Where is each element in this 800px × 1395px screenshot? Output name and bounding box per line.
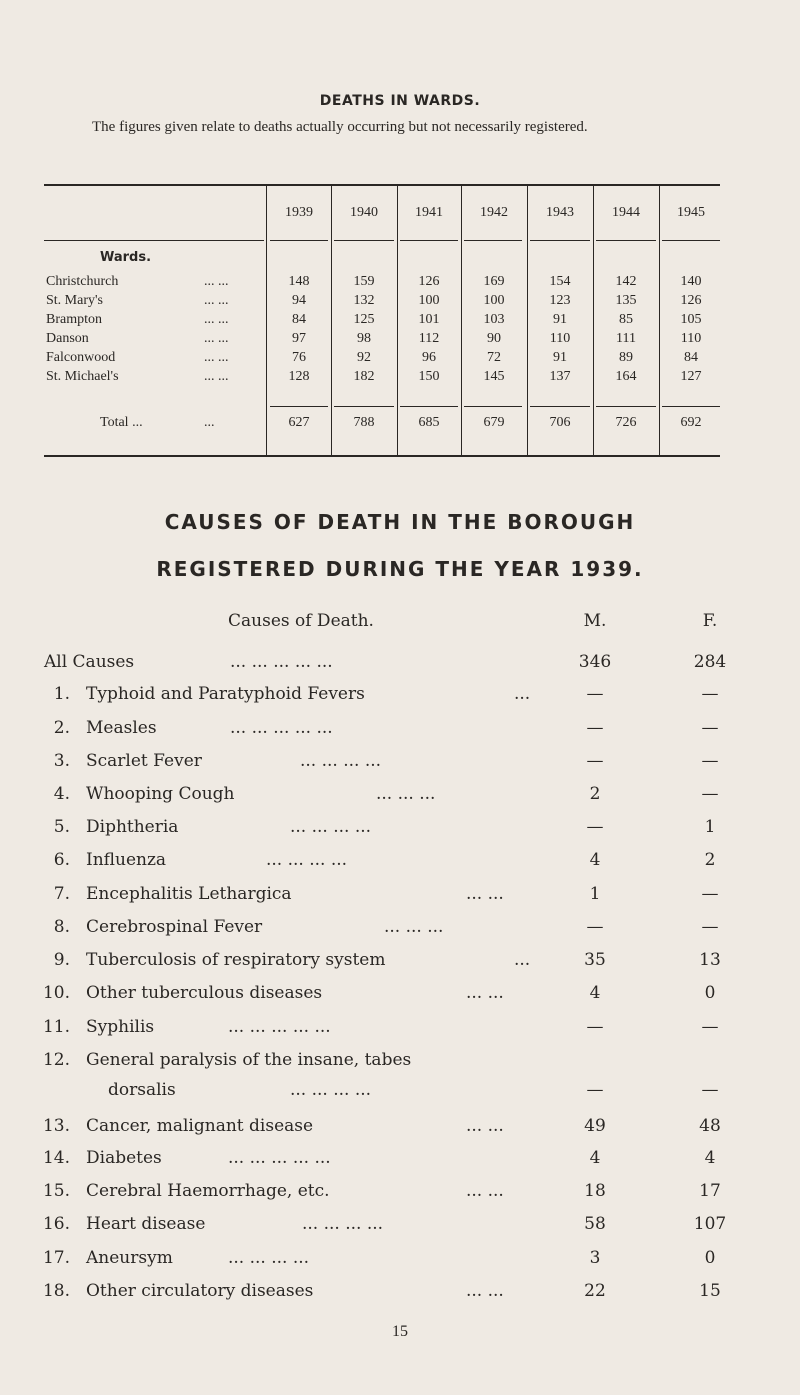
cause-name: Other circulatory diseases <box>86 1281 314 1301</box>
cause-number: 10. <box>42 983 70 1003</box>
cause-name: Cerebral Haemorrhage, etc. <box>86 1181 330 1201</box>
column-rule <box>331 186 332 455</box>
cause-name: Aneursym <box>86 1248 173 1268</box>
cause-male-count: 49 <box>584 1116 606 1136</box>
cause-female-count: — <box>701 917 719 937</box>
ward-cell: 94 <box>292 293 306 308</box>
ward-cell: 91 <box>553 312 567 327</box>
cause-number: 3. <box>53 751 70 771</box>
ward-leader-dots: ... ... <box>204 350 229 365</box>
total-rule <box>334 406 394 407</box>
header-rule <box>596 240 656 241</box>
header-rule <box>400 240 458 241</box>
cause-name: Typhoid and Paratyphoid Fevers <box>86 684 365 704</box>
ward-cell: 100 <box>483 293 505 308</box>
cause-male-count: — <box>586 917 604 937</box>
ward-cell: 135 <box>615 293 637 308</box>
ward-cell: 154 <box>549 274 571 289</box>
cause-male-count: 4 <box>589 850 601 870</box>
cause-male-count: 4 <box>589 1148 601 1168</box>
ward-cell: 110 <box>549 331 571 346</box>
cause-male-count: 58 <box>584 1214 606 1234</box>
ward-name: Danson <box>46 331 89 346</box>
causes-subtitle: REGISTERED DURING THE YEAR 1939. <box>156 557 644 581</box>
cause-female-count: 13 <box>699 950 721 970</box>
ward-cell: 137 <box>549 369 571 384</box>
cause-male-count: — <box>586 684 604 704</box>
cause-female-count: 17 <box>699 1181 721 1201</box>
ward-cell: 100 <box>418 293 440 308</box>
total-cell: 685 <box>418 415 440 430</box>
table-bottom-rule <box>44 455 720 457</box>
cause-male-count: — <box>586 751 604 771</box>
ward-cell: 76 <box>292 350 306 365</box>
ward-name: Brampton <box>46 312 102 327</box>
all-causes-dots: ... ... ... ... ... <box>230 652 333 672</box>
total-rule <box>662 406 720 407</box>
cause-male-count: — <box>586 1017 604 1037</box>
cause-male-count: 18 <box>584 1181 606 1201</box>
ward-cell: 92 <box>357 350 371 365</box>
cause-leader-dots: ... ... <box>466 1116 504 1136</box>
total-cell: 627 <box>288 415 310 430</box>
cause-male-count: 3 <box>589 1248 601 1268</box>
ward-cell: 84 <box>292 312 306 327</box>
cause-number: 14. <box>42 1148 70 1168</box>
cause-female-count: — <box>701 684 719 704</box>
total-cell: 679 <box>483 415 505 430</box>
cause-female-count: 4 <box>704 1148 716 1168</box>
total-rule <box>464 406 522 407</box>
ward-cell: 101 <box>418 312 440 327</box>
ward-cell: 150 <box>418 369 440 384</box>
total-rule <box>400 406 458 407</box>
ward-cell: 97 <box>292 331 306 346</box>
cause-name: General paralysis of the insane, tabes <box>86 1050 412 1070</box>
header-rule <box>270 240 328 241</box>
cause-name: Influenza <box>86 850 167 870</box>
ward-leader-dots: ... ... <box>204 312 229 327</box>
ward-leader-dots: ... ... <box>204 293 229 308</box>
cause-female-count: — <box>701 751 719 771</box>
ward-cell: 140 <box>680 274 702 289</box>
cause-male-count: 22 <box>584 1281 606 1301</box>
cause-number: 5. <box>53 817 70 837</box>
column-rule <box>659 186 660 455</box>
cause-number: 4. <box>53 784 70 804</box>
cause-female-count: 48 <box>699 1116 721 1136</box>
ward-name: St. Mary's <box>46 293 103 308</box>
ward-cell: 96 <box>422 350 436 365</box>
cause-number: 15. <box>42 1181 70 1201</box>
year-header: 1942 <box>480 205 508 220</box>
cause-name: Encephalitis Lethargica <box>86 884 292 904</box>
cause-number: 2. <box>53 718 70 738</box>
column-rule <box>593 186 594 455</box>
year-header: 1945 <box>677 205 705 220</box>
cause-male-count: — <box>586 718 604 738</box>
ward-cell: 110 <box>680 331 702 346</box>
ward-name: Christchurch <box>46 274 119 289</box>
total-rule <box>596 406 656 407</box>
cause-leader-dots: ... ... <box>466 983 504 1003</box>
cause-male-count: 2 <box>589 784 601 804</box>
cause-leader-dots: ... ... ... ... <box>266 850 348 870</box>
cause-female-count: — <box>701 718 719 738</box>
cause-leader-dots: ... ... ... ... ... <box>228 1017 331 1037</box>
cause-leader-dots: ... ... ... ... <box>300 751 382 771</box>
ward-cell: 182 <box>353 369 375 384</box>
table-top-rule <box>44 184 720 186</box>
cause-name: Heart disease <box>86 1214 206 1234</box>
cause-name-continued: dorsalis <box>108 1080 176 1100</box>
cause-number: 9. <box>53 950 70 970</box>
ward-cell: 98 <box>357 331 371 346</box>
ward-cell: 145 <box>483 369 505 384</box>
cause-female-count: — <box>701 884 719 904</box>
cause-female-count: — <box>701 1017 719 1037</box>
ward-cell: 112 <box>418 331 440 346</box>
cause-name: Whooping Cough <box>86 784 235 804</box>
cause-male-count: — <box>586 817 604 837</box>
cause-female-count: 15 <box>699 1281 721 1301</box>
ward-cell: 164 <box>615 369 637 384</box>
causes-header: Causes of Death. <box>228 611 374 631</box>
ward-cell: 127 <box>680 369 702 384</box>
cause-leader-dots: ... ... ... ... ... <box>230 718 333 738</box>
header-rule <box>662 240 720 241</box>
ward-cell: 148 <box>288 274 310 289</box>
cause-leader-dots: ... ... <box>466 1181 504 1201</box>
cause-male-count: 1 <box>589 884 601 904</box>
ward-cell: 84 <box>684 350 698 365</box>
cause-name: Diabetes <box>86 1148 162 1168</box>
wards-intro: The figures given relate to deaths actually occurring but not necessarily registered. <box>92 119 588 135</box>
cause-name: Cancer, malignant disease <box>86 1116 314 1136</box>
header-rule <box>464 240 522 241</box>
cause-name: Tuberculosis of respiratory system <box>86 950 386 970</box>
causes-title: CAUSES OF DEATH IN THE BOROUGH <box>164 510 636 534</box>
ward-cell: 126 <box>418 274 440 289</box>
cause-leader-dots: ... <box>514 950 531 970</box>
cause-leader-dots: ... ... ... ... ... <box>228 1148 331 1168</box>
ward-cell: 126 <box>680 293 702 308</box>
ward-cell: 142 <box>615 274 637 289</box>
ward-name: Falconwood <box>46 350 116 365</box>
cause-number: 7. <box>53 884 70 904</box>
cause-leader-dots: ... ... <box>466 1281 504 1301</box>
cause-name: Other tuberculous diseases <box>86 983 323 1003</box>
column-rule <box>397 186 398 455</box>
cause-female-count: 1 <box>704 817 716 837</box>
cause-number: 13. <box>42 1116 70 1136</box>
cause-number: 8. <box>53 917 70 937</box>
year-header: 1943 <box>546 205 574 220</box>
male-header: M. <box>583 611 607 631</box>
ward-cell: 111 <box>616 331 636 346</box>
wards-title: DEATHS IN WARDS. <box>319 93 481 109</box>
total-cell: 706 <box>549 415 571 430</box>
year-header: 1939 <box>285 205 313 220</box>
cause-male-count: 35 <box>584 950 606 970</box>
cause-number: 6. <box>53 850 70 870</box>
cause-male-count: 4 <box>589 983 601 1003</box>
cause-female-count: 107 <box>693 1214 727 1234</box>
ward-name: St. Michael's <box>46 369 119 384</box>
cause-name: Measles <box>86 718 157 738</box>
cause-leader-dots: ... ... ... ... <box>302 1214 384 1234</box>
header-rule <box>44 240 264 241</box>
column-rule <box>527 186 528 455</box>
ward-leader-dots: ... ... <box>204 331 229 346</box>
ward-cell: 91 <box>553 350 567 365</box>
cause-number: 12. <box>42 1050 70 1070</box>
wards-label: Wards. <box>100 250 152 265</box>
total-cell: 726 <box>615 415 637 430</box>
header-rule <box>530 240 590 241</box>
cause-name: Syphilis <box>86 1017 155 1037</box>
ward-cell: 123 <box>549 293 571 308</box>
all-causes-male: 346 <box>578 652 612 672</box>
cause-leader-dots: ... ... ... <box>376 784 436 804</box>
cause-leader-dots: ... ... ... ... <box>228 1248 310 1268</box>
ward-cell: 103 <box>483 312 505 327</box>
total-rule <box>270 406 328 407</box>
column-rule <box>266 186 267 455</box>
header-rule <box>334 240 394 241</box>
total-dots: ... <box>204 415 215 430</box>
cause-female-count: 2 <box>704 850 716 870</box>
ward-cell: 132 <box>353 293 375 308</box>
year-header: 1940 <box>350 205 378 220</box>
cause-name: Diphtheria <box>86 817 179 837</box>
cause-female-count: 0 <box>704 1248 716 1268</box>
cause-number: 18. <box>42 1281 70 1301</box>
page-number: 15 <box>392 1323 408 1340</box>
ward-cell: 125 <box>353 312 375 327</box>
all-causes-label: All Causes <box>44 652 135 672</box>
ward-cell: 128 <box>288 369 310 384</box>
cause-leader-dots: ... ... ... ... <box>290 817 372 837</box>
cause-leader-dots: ... ... ... ... <box>290 1080 372 1100</box>
cause-male-count: — <box>586 1080 604 1100</box>
cause-female-count: 0 <box>704 983 716 1003</box>
total-cell: 788 <box>353 415 375 430</box>
cause-number: 17. <box>42 1248 70 1268</box>
all-causes-female: 284 <box>693 652 727 672</box>
column-rule <box>461 186 462 455</box>
total-cell: 692 <box>680 415 702 430</box>
cause-number: 11. <box>42 1017 70 1037</box>
ward-cell: 169 <box>483 274 505 289</box>
total-rule <box>530 406 590 407</box>
cause-name: Cerebrospinal Fever <box>86 917 263 937</box>
year-header: 1944 <box>612 205 640 220</box>
cause-leader-dots: ... ... <box>466 884 504 904</box>
cause-leader-dots: ... ... ... <box>384 917 444 937</box>
cause-leader-dots: ... <box>514 684 531 704</box>
ward-cell: 85 <box>619 312 633 327</box>
cause-number: 16. <box>42 1214 70 1234</box>
ward-cell: 72 <box>487 350 501 365</box>
ward-cell: 105 <box>680 312 702 327</box>
female-header: F. <box>702 611 718 631</box>
cause-name: Scarlet Fever <box>86 751 202 771</box>
cause-female-count: — <box>701 1080 719 1100</box>
total-label: Total ... <box>100 415 143 430</box>
cause-number: 1. <box>53 684 70 704</box>
cause-female-count: — <box>701 784 719 804</box>
ward-cell: 90 <box>487 331 501 346</box>
ward-leader-dots: ... ... <box>204 274 229 289</box>
ward-cell: 89 <box>619 350 633 365</box>
year-header: 1941 <box>415 205 443 220</box>
ward-leader-dots: ... ... <box>204 369 229 384</box>
ward-cell: 159 <box>353 274 375 289</box>
